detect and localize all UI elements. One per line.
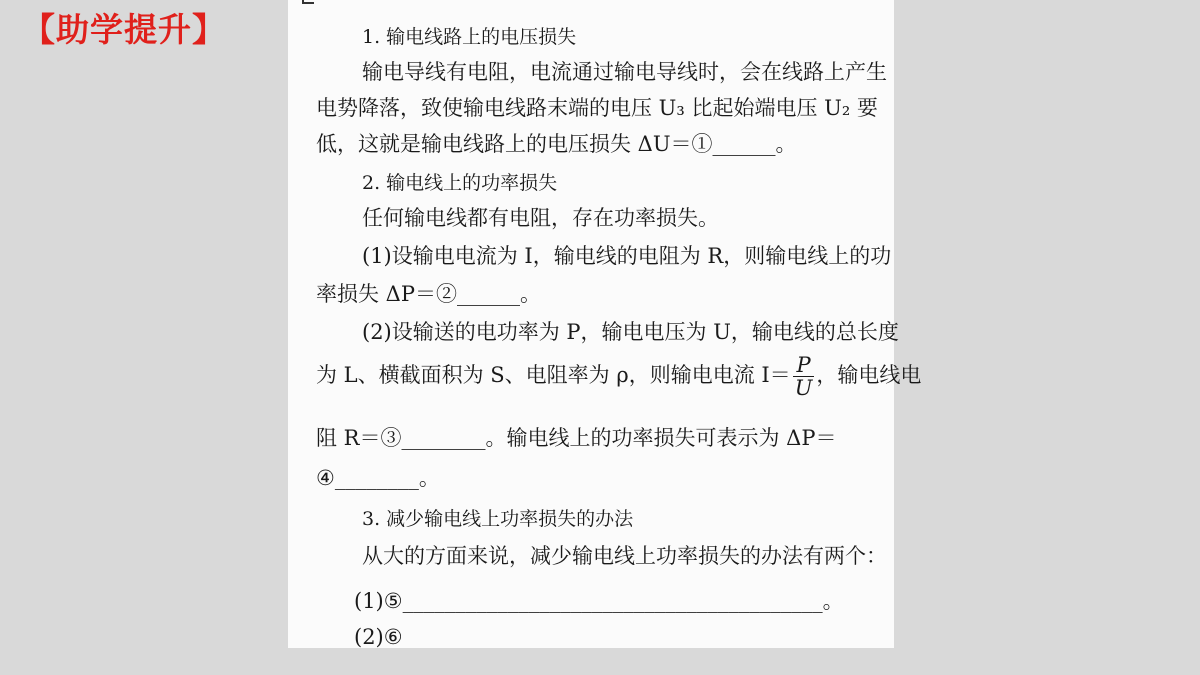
textbook-page (288, 0, 922, 649)
paragraph-line: 输电导线有电阻，电流通过输电导线时，会在线路上产生 (362, 60, 887, 84)
bracket-mark (302, 0, 314, 4)
paragraph-line: 阻 R＝③________。输电线上的功率损失可表示为 ΔP＝ (316, 426, 837, 450)
paragraph-line: 任何输电线都有电阻，存在功率损失。 (362, 206, 719, 230)
paragraph-line: 率损失 ΔP＝②______。 (316, 282, 541, 306)
answer-line-5: (1)⑤________________________________________。 (354, 589, 844, 613)
section-tag: 【助学提升】 (22, 10, 226, 49)
paragraph-line-with-fraction (316, 354, 921, 399)
paragraph-line: ④________。 (316, 466, 440, 490)
heading-voltage-loss: 1. 输电线路上的电压损失 (362, 26, 577, 48)
paragraph-line: (2)设输送的电功率为 P，输电电压为 U，输电线的总长度 (362, 320, 899, 344)
fraction-denominator: U (794, 376, 813, 401)
paragraph-line: 电势降落，致使输电线路末端的电压 U₃ 比起始端电压 U₂ 要 (316, 96, 878, 120)
paragraph-line: 从大的方面来说，减少输电线上功率损失的办法有两个： (362, 544, 887, 568)
fraction-numerator: P (793, 354, 815, 377)
paragraph-line: 低，这就是输电线路上的电压损失 ΔU＝①______。 (316, 132, 797, 156)
heading-power-loss: 2. 输电线上的功率损失 (362, 172, 558, 194)
answer-line-6: (2)⑥ (354, 625, 403, 649)
current-fraction (793, 354, 815, 399)
paragraph-line: (1)设输电电流为 I，输电线的电阻为 R，则输电线上的功 (362, 244, 892, 268)
heading-reduce-loss: 3. 减少输电线上功率损失的办法 (362, 508, 634, 530)
line-text: ，输电线电 (816, 363, 922, 388)
line-text: 为 L、横截面积为 S、电阻率为 ρ，则输电电流 I＝ (316, 363, 791, 388)
